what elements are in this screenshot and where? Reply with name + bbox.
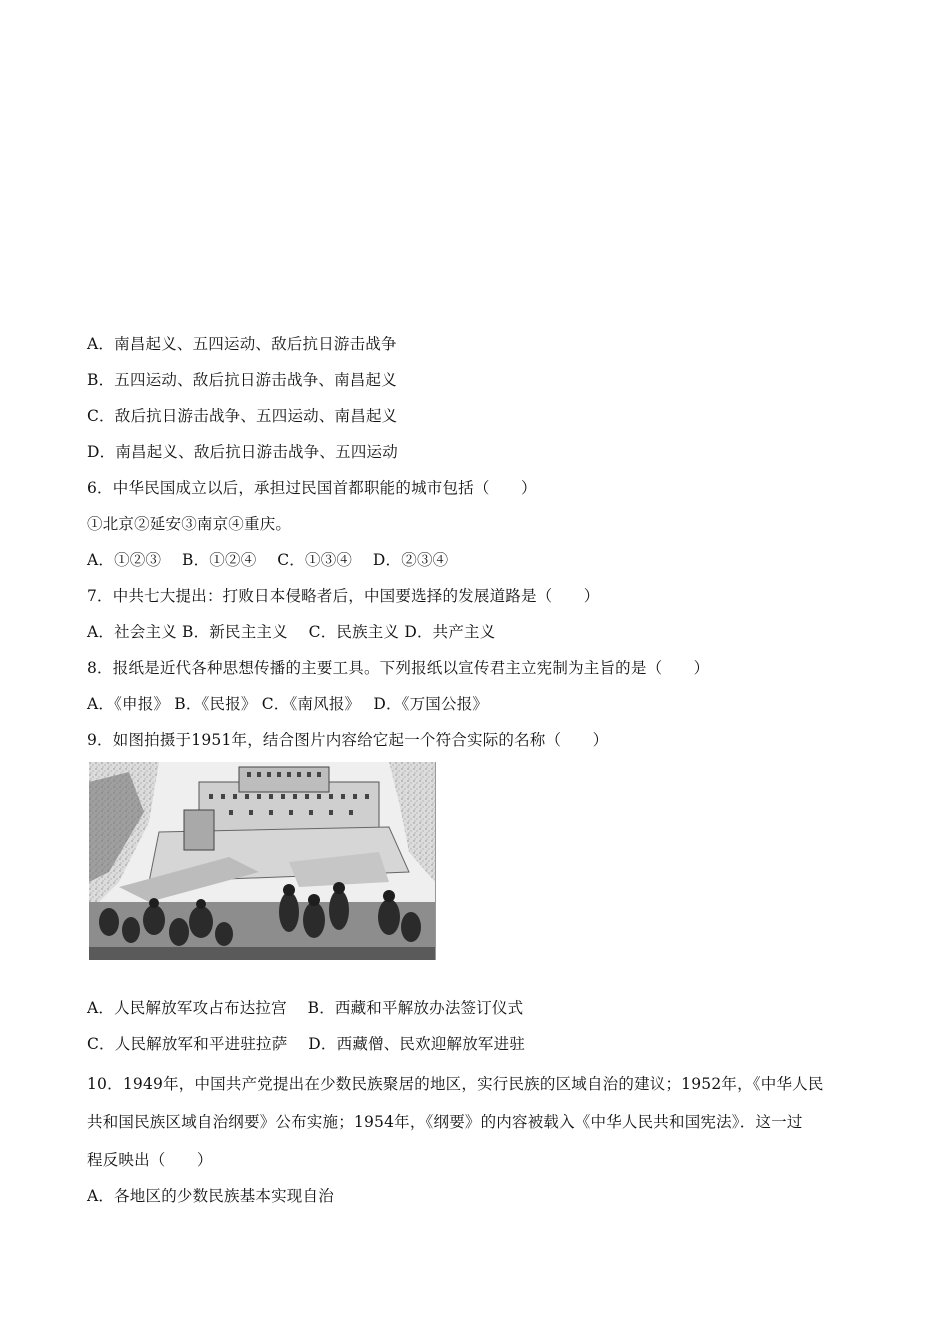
- q8-options: A．《申报》 B．《民报》 C．《南风报》 D．《万国公报》: [87, 695, 489, 713]
- q6-stem: 6．中华民国成立以后，承担过民国首都职能的城市包括（ ）: [87, 479, 537, 497]
- q5-option-a: A．南昌起义、五四运动、敌后抗日游击战争: [87, 335, 397, 353]
- q10-stem-line-1: 10．1949年，中国共产党提出在少数民族聚居的地区，实行民族的区域自治的建议；1952年，《中华人民: [87, 1075, 824, 1093]
- q6-options: A．①②③ B．①②④ C．①③④ D．②③④: [87, 551, 449, 569]
- q5-option-d: D．南昌起义、敌后抗日游击战争、五四运动: [87, 443, 398, 461]
- q9-options-row-1: A．人民解放军攻占布达拉宫 B．西藏和平解放办法签订仪式: [87, 999, 524, 1017]
- q7-options: A．社会主义 B．新民主主义 C．民族主义 D．共产主义: [87, 623, 496, 641]
- q10-stem-line-3: 程反映出（ ）: [87, 1151, 213, 1169]
- photo-illustration: [89, 762, 435, 960]
- q7-stem: 7．中共七大提出：打败日本侵略者后，中国要选择的发展道路是（ ）: [87, 587, 600, 605]
- q9-photo-potala-palace: [89, 762, 436, 960]
- q5-option-c: C．敌后抗日游击战争、五四运动、南昌起义: [87, 407, 398, 425]
- q8-stem: 8．报纸是近代各种思想传播的主要工具。下列报纸以宣传君主立宪制为主旨的是（ ）: [87, 659, 710, 677]
- q10-stem-line-2: 共和国民族区域自治纲要》公布实施；1954年，《纲要》的内容被载入《中华人民共和国宪法》．这一过: [87, 1113, 803, 1131]
- q5-option-b: B．五四运动、敌后抗日游击战争、南昌起义: [87, 371, 397, 389]
- q9-options-row-2: C．人民解放军和平进驻拉萨 D．西藏僧、民欢迎解放军进驻: [87, 1035, 526, 1053]
- q6-items: ①北京②延安③南京④重庆。: [87, 515, 292, 533]
- q9-stem: 9．如图拍摄于1951年，结合图片内容给它起一个符合实际的名称（ ）: [87, 731, 609, 749]
- q10-option-a: A．各地区的少数民族基本实现自治: [87, 1187, 334, 1205]
